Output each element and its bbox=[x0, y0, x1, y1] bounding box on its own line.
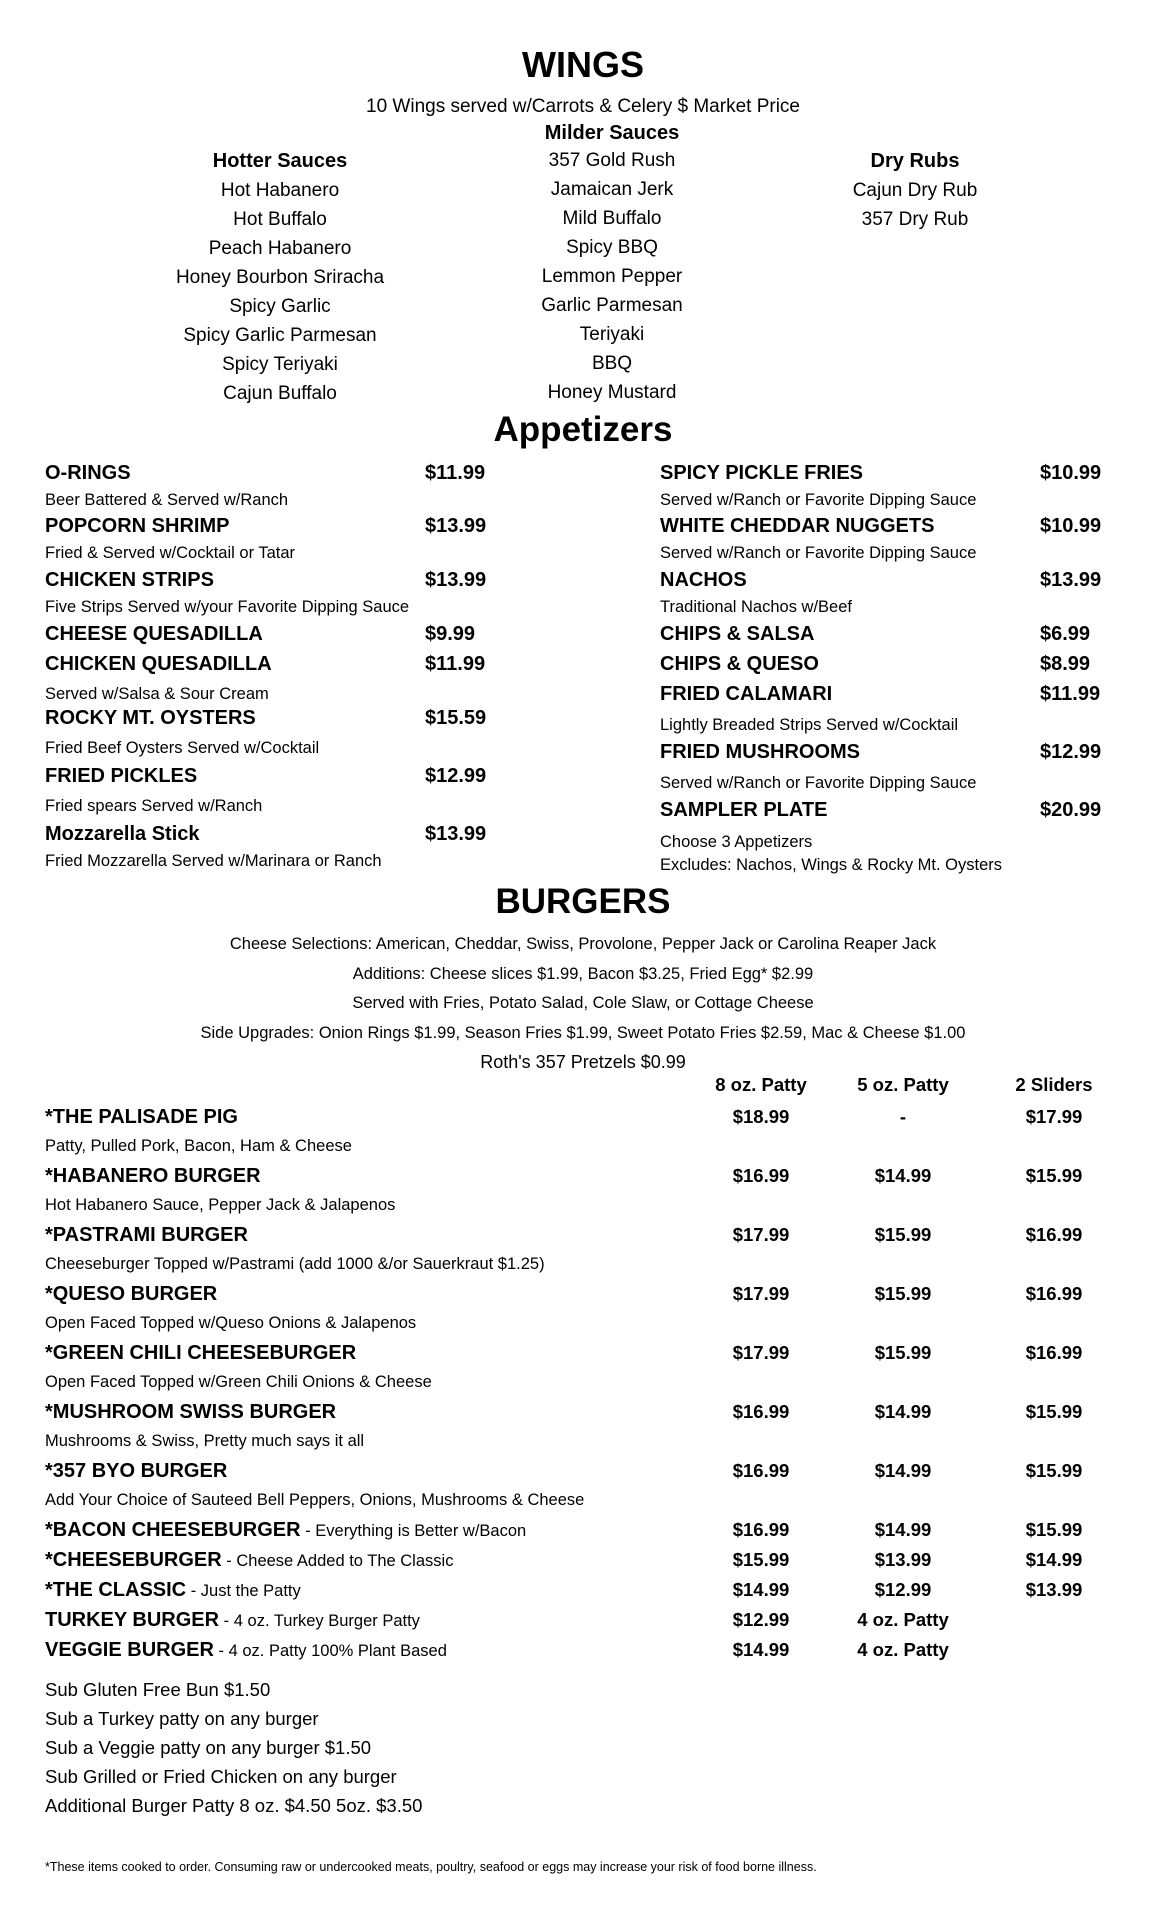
burger-item bbox=[45, 1605, 1145, 1635]
appetizer-name: FRIED PICKLES bbox=[45, 765, 198, 787]
appetizer-description: Served w/Ranch or Favorite Dipping Sauce bbox=[660, 774, 977, 792]
price-sliders: $15.99 bbox=[1025, 1165, 1083, 1186]
appetizer-name: CHICKEN STRIPS bbox=[45, 569, 214, 591]
appetizer-name: CHIPS & SALSA bbox=[660, 623, 815, 645]
price-5oz: - bbox=[899, 1106, 907, 1127]
appetizer-description: Served w/Ranch or Favorite Dipping Sauce bbox=[660, 544, 977, 562]
sauce-item: BBQ bbox=[591, 353, 633, 374]
price-5oz: $15.99 bbox=[874, 1342, 932, 1363]
burger-name: *GREEN CHILI CHEESEBURGER bbox=[45, 1342, 357, 1364]
burger-note: - Everything is Better w/Bacon bbox=[300, 1522, 527, 1540]
appetizer-item bbox=[660, 458, 1120, 512]
pretzel-line: Roth's 357 Pretzels $0.99 bbox=[480, 1052, 686, 1072]
appetizer-price: $10.99 bbox=[1040, 515, 1102, 537]
price-5oz: $15.99 bbox=[874, 1283, 932, 1304]
appetizer-item bbox=[660, 795, 1120, 877]
appetizer-name: CHIPS & QUESO bbox=[660, 653, 819, 675]
burger-name: *THE CLASSIC bbox=[45, 1579, 187, 1601]
appetizer-name: NACHOS bbox=[660, 569, 747, 591]
burger-item bbox=[45, 1102, 1145, 1161]
sauce-item: Jamaican Jerk bbox=[550, 179, 674, 200]
appetizer-item bbox=[45, 458, 505, 512]
appetizer-description: Fried & Served w/Cocktail or Tatar bbox=[45, 544, 296, 562]
burger-item bbox=[45, 1279, 1145, 1338]
burger-description: Add Your Choice of Sauteed Bell Peppers, Onions, Mushrooms & Cheese bbox=[45, 1491, 585, 1509]
burgers-title: BURGERS bbox=[495, 882, 671, 921]
rub-item: 357 Dry Rub bbox=[861, 209, 969, 230]
appetizer-name: CHEESE QUESADILLA bbox=[45, 623, 263, 645]
price-8oz: $16.99 bbox=[732, 1460, 790, 1481]
price-8oz: $12.99 bbox=[732, 1609, 790, 1630]
burger-info-line: Additions: Cheese slices $1.99, Bacon $3.25, Fried Egg* $2.99 bbox=[352, 964, 814, 983]
burger-item bbox=[45, 1161, 1145, 1220]
price-5oz: $14.99 bbox=[874, 1401, 932, 1422]
appetizer-name: WHITE CHEDDAR NUGGETS bbox=[660, 515, 935, 537]
burger-list bbox=[45, 1102, 1145, 1665]
burger-name: *QUESO BURGER bbox=[45, 1283, 218, 1305]
milder-sauces-column bbox=[462, 120, 762, 407]
appetizer-description: Served w/Salsa & Sour Cream bbox=[45, 685, 269, 703]
price-sliders: $15.99 bbox=[1025, 1460, 1083, 1481]
price-8oz: $14.99 bbox=[732, 1579, 790, 1600]
appetizer-name: SPICY PICKLE FRIES bbox=[660, 462, 864, 484]
appetizer-price: $13.99 bbox=[425, 515, 487, 537]
price-5oz: $12.99 bbox=[874, 1579, 932, 1600]
price-sliders: $16.99 bbox=[1025, 1224, 1083, 1245]
sauce-item: Spicy Teriyaki bbox=[222, 354, 338, 375]
appetizer-price: $15.59 bbox=[425, 707, 487, 729]
price-sliders: $16.99 bbox=[1025, 1342, 1083, 1363]
sauce-item: Hot Habanero bbox=[220, 180, 340, 201]
sauce-item: Mild Buffalo bbox=[562, 208, 662, 229]
hotter-sauces-column bbox=[130, 146, 430, 408]
burger-note: - Just the Patty bbox=[186, 1582, 301, 1600]
appetizer-item bbox=[660, 565, 1120, 619]
burger-item bbox=[45, 1456, 1145, 1515]
price-5oz: 4 oz. Patty bbox=[857, 1609, 949, 1630]
burger-description: Patty, Pulled Pork, Bacon, Ham & Cheese bbox=[45, 1137, 352, 1155]
appetizer-item bbox=[45, 761, 505, 819]
appetizer-item bbox=[45, 511, 505, 565]
appetizer-name: O-RINGS bbox=[45, 462, 131, 484]
substitution-line: Additional Burger Patty 8 oz. $4.50 5oz. $3.50 bbox=[45, 1795, 423, 1816]
burger-description: Open Faced Topped w/Green Chili Onions & Cheese bbox=[45, 1373, 432, 1391]
price-8oz: $16.99 bbox=[732, 1519, 790, 1540]
milder-sauces-heading: Milder Sauces bbox=[544, 122, 680, 144]
appetizer-price: $11.99 bbox=[425, 462, 486, 484]
appetizer-description: Fried Mozzarella Served w/Marinara or Ranch bbox=[45, 852, 382, 870]
wings-title: WINGS bbox=[522, 44, 644, 85]
appetizer-description: Lightly Breaded Strips Served w/Cocktail bbox=[660, 716, 959, 734]
dry-rubs-heading: Dry Rubs bbox=[870, 150, 960, 172]
appetizer-description: Fried spears Served w/Ranch bbox=[45, 797, 263, 815]
appetizer-name: SAMPLER PLATE bbox=[660, 799, 828, 821]
burger-note: - 4 oz. Turkey Burger Patty bbox=[219, 1612, 420, 1630]
sauce-item: Cajun Buffalo bbox=[223, 383, 337, 404]
burger-info-line: Served with Fries, Potato Salad, Cole Slaw, or Cottage Cheese bbox=[352, 994, 814, 1012]
sauce-item: Honey Mustard bbox=[547, 382, 677, 403]
price-8oz: $18.99 bbox=[732, 1106, 790, 1127]
price-sliders: $16.99 bbox=[1025, 1283, 1083, 1304]
price-5oz: $15.99 bbox=[874, 1224, 932, 1245]
sauce-item: Peach Habanero bbox=[208, 238, 352, 259]
burger-name: TURKEY BURGER bbox=[45, 1609, 220, 1631]
burger-name: *MUSHROOM SWISS BURGER bbox=[45, 1401, 337, 1423]
price-sliders: $15.99 bbox=[1025, 1401, 1083, 1422]
burger-description: Mushrooms & Swiss, Pretty much says it all bbox=[45, 1432, 365, 1450]
appetizer-price: $13.99 bbox=[425, 569, 487, 591]
appetizers-right-column bbox=[660, 458, 1120, 877]
substitution-line: Sub Grilled or Fried Chicken on any burger bbox=[45, 1766, 397, 1787]
sauce-item: Spicy Garlic bbox=[229, 296, 331, 317]
burger-name: *THE PALISADE PIG bbox=[45, 1106, 238, 1128]
appetizer-price: $8.99 bbox=[1040, 653, 1091, 675]
burger-item bbox=[45, 1338, 1145, 1397]
appetizer-item bbox=[660, 619, 1120, 649]
burger-item bbox=[45, 1515, 1145, 1545]
price-8oz: $16.99 bbox=[732, 1401, 790, 1422]
column-header-sliders: 2 Sliders bbox=[1015, 1074, 1093, 1095]
burger-info bbox=[0, 930, 1166, 1078]
appetizer-price: $12.99 bbox=[425, 765, 487, 787]
appetizer-name: ROCKY MT. OYSTERS bbox=[45, 707, 256, 729]
substitution-line: Sub a Veggie patty on any burger $1.50 bbox=[45, 1737, 372, 1758]
substitution-line: Sub a Turkey patty on any burger bbox=[45, 1708, 319, 1729]
burger-item bbox=[45, 1397, 1145, 1456]
sauce-item: Teriyaki bbox=[579, 324, 645, 345]
price-8oz: $17.99 bbox=[732, 1224, 790, 1245]
burger-note: - 4 oz. Patty 100% Plant Based bbox=[213, 1642, 447, 1660]
price-8oz: $17.99 bbox=[732, 1342, 790, 1363]
sauce-item: Spicy Garlic Parmesan bbox=[183, 325, 377, 346]
price-5oz: $14.99 bbox=[874, 1519, 932, 1540]
appetizer-price: $12.99 bbox=[1040, 741, 1102, 763]
burger-item bbox=[45, 1575, 1145, 1605]
sauce-item: Honey Bourbon Sriracha bbox=[175, 267, 385, 288]
appetizer-description-extra: Excludes: Nachos, Wings & Rocky Mt. Oysters bbox=[660, 856, 1003, 874]
appetizer-description: Served w/Ranch or Favorite Dipping Sauce bbox=[660, 491, 977, 509]
appetizer-price: $11.99 bbox=[425, 653, 486, 675]
sauce-item: Hot Buffalo bbox=[233, 209, 327, 230]
disclaimer: *These items cooked to order. Consuming raw or undercooked meats, poultry, seafood or eggs may increase your risk of food borne illness. bbox=[45, 1860, 817, 1874]
price-sliders: $13.99 bbox=[1025, 1579, 1083, 1600]
column-header-5oz: 5 oz. Patty bbox=[857, 1074, 949, 1095]
substitution-line: Sub Gluten Free Bun $1.50 bbox=[45, 1679, 271, 1700]
appetizer-item bbox=[660, 649, 1120, 679]
burger-item bbox=[45, 1545, 1145, 1575]
appetizer-item bbox=[660, 679, 1120, 737]
price-5oz: $14.99 bbox=[874, 1460, 932, 1481]
burger-info-line: Side Upgrades: Onion Rings $1.99, Season Fries $1.99, Sweet Potato Fries $2.59, Mac & Cheese $1.00 bbox=[200, 1023, 966, 1042]
price-sliders: $14.99 bbox=[1025, 1549, 1083, 1570]
appetizer-item bbox=[45, 703, 505, 761]
burger-name: VEGGIE BURGER bbox=[45, 1639, 214, 1661]
burger-description: Cheeseburger Topped w/Pastrami (add 1000 &/or Sauerkraut $1.25) bbox=[45, 1255, 545, 1273]
sauce-item: Spicy BBQ bbox=[566, 237, 658, 258]
price-8oz: $15.99 bbox=[732, 1549, 790, 1570]
column-header-8oz: 8 oz. Patty bbox=[715, 1074, 807, 1095]
burger-name: *HABANERO BURGER bbox=[45, 1165, 261, 1187]
burger-item bbox=[45, 1635, 1145, 1665]
appetizer-item bbox=[45, 619, 505, 649]
burger-name: *CHEESEBURGER bbox=[45, 1549, 222, 1571]
sauce-item: 357 Gold Rush bbox=[548, 150, 676, 171]
burger-note: - Cheese Added to The Classic bbox=[221, 1552, 454, 1570]
price-8oz: $16.99 bbox=[732, 1165, 790, 1186]
appetizers-title: Appetizers bbox=[493, 410, 673, 449]
appetizer-description: Five Strips Served w/your Favorite Dipping Sauce bbox=[45, 598, 410, 616]
appetizer-name: POPCORN SHRIMP bbox=[45, 515, 230, 537]
burger-name: *BACON CHEESEBURGER bbox=[45, 1519, 301, 1541]
appetizer-name: CHICKEN QUESADILLA bbox=[45, 653, 272, 675]
appetizer-item bbox=[45, 565, 505, 619]
appetizer-description: Choose 3 Appetizers bbox=[660, 833, 813, 851]
appetizer-item bbox=[45, 819, 505, 873]
rub-item: Cajun Dry Rub bbox=[852, 180, 978, 201]
appetizer-name: FRIED MUSHROOMS bbox=[660, 741, 860, 763]
price-5oz: $13.99 bbox=[874, 1549, 932, 1570]
burger-info-line: Cheese Selections: American, Cheddar, Swiss, Provolone, Pepper Jack or Carolina Reaper Jack bbox=[229, 935, 937, 953]
wings-subtitle: 10 Wings served w/Carrots & Celery $ Market Price bbox=[366, 96, 800, 117]
appetizer-description: Beer Battered & Served w/Ranch bbox=[45, 491, 289, 509]
burger-item bbox=[45, 1220, 1145, 1279]
appetizer-price: $20.99 bbox=[1040, 799, 1102, 821]
burger-name: *PASTRAMI BURGER bbox=[45, 1224, 248, 1246]
appetizer-name: FRIED CALAMARI bbox=[660, 683, 833, 705]
burger-description: Open Faced Topped w/Queso Onions & Jalapenos bbox=[45, 1314, 417, 1332]
appetizer-price: $9.99 bbox=[425, 623, 476, 645]
appetizer-name: Mozzarella Stick bbox=[45, 823, 200, 845]
appetizer-price: $10.99 bbox=[1040, 462, 1102, 484]
price-sliders: $15.99 bbox=[1025, 1519, 1083, 1540]
dry-rubs-column bbox=[765, 146, 1065, 234]
sauce-item: Garlic Parmesan bbox=[541, 295, 683, 316]
sauce-item: Lemmon Pepper bbox=[541, 266, 683, 287]
substitutions-list bbox=[45, 1675, 422, 1820]
appetizer-item bbox=[660, 511, 1120, 565]
appetizer-item bbox=[45, 649, 505, 703]
price-5oz: $14.99 bbox=[874, 1165, 932, 1186]
price-8oz: $17.99 bbox=[732, 1283, 790, 1304]
appetizer-price: $6.99 bbox=[1040, 623, 1091, 645]
burger-description: Hot Habanero Sauce, Pepper Jack & Jalapenos bbox=[45, 1196, 396, 1214]
appetizer-item bbox=[660, 737, 1120, 795]
appetizer-description: Fried Beef Oysters Served w/Cocktail bbox=[45, 739, 320, 757]
burger-name: *357 BYO BURGER bbox=[45, 1460, 228, 1482]
appetizer-price: $11.99 bbox=[1040, 683, 1101, 705]
appetizer-price: $13.99 bbox=[425, 823, 487, 845]
price-8oz: $14.99 bbox=[732, 1639, 790, 1660]
appetizer-price: $13.99 bbox=[1040, 569, 1102, 591]
appetizers-left-column bbox=[45, 458, 505, 873]
appetizer-description: Traditional Nachos w/Beef bbox=[660, 598, 852, 616]
hotter-sauces-heading: Hotter Sauces bbox=[212, 150, 348, 172]
price-sliders: $17.99 bbox=[1025, 1106, 1083, 1127]
price-5oz: 4 oz. Patty bbox=[857, 1639, 949, 1660]
